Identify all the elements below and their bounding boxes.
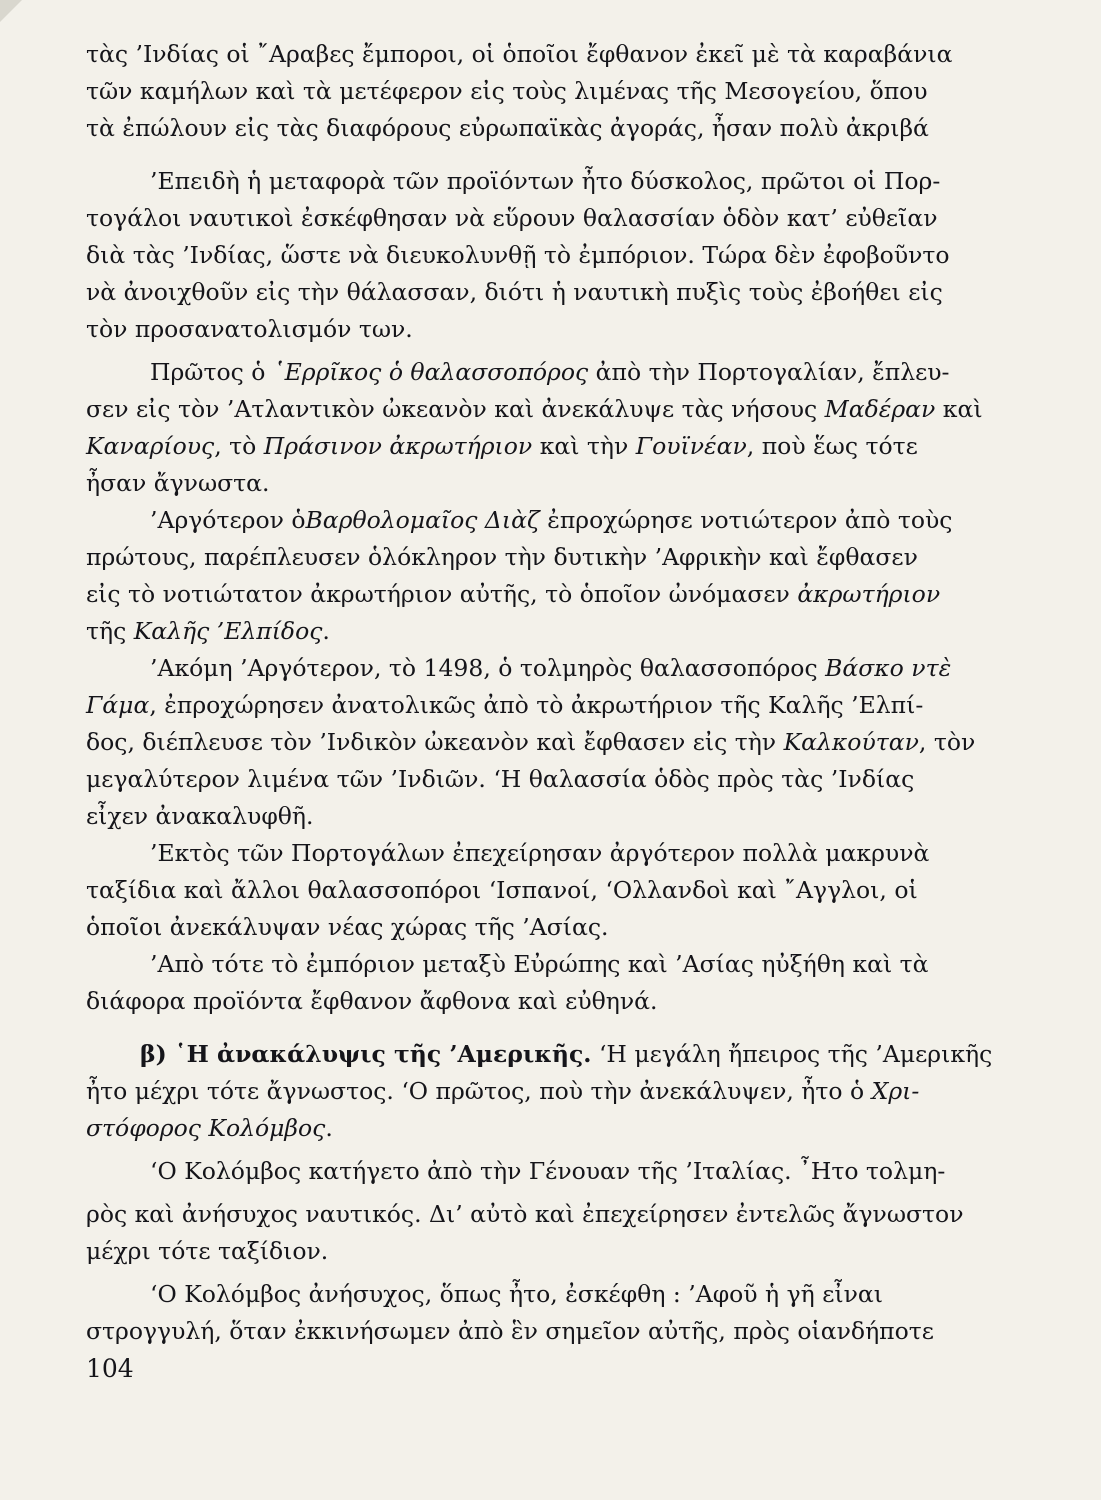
italic-term: Πράσινον ἀκρωτήριον xyxy=(263,432,533,460)
text-line xyxy=(86,1153,1046,1190)
text-line xyxy=(86,576,1046,613)
text-line xyxy=(86,1233,1046,1270)
page-number: 104 xyxy=(86,1354,134,1383)
italic-term: Γουϊνέαν xyxy=(635,432,747,460)
text-segment: τῆς xyxy=(86,617,134,645)
text-segment: ’Εκτὸς τῶν Πορτογάλων ἐπεχείρησαν ἀργότερον πολλὰ μακρυνὰ xyxy=(150,839,930,867)
paragraph-2 xyxy=(86,163,1046,348)
text-segment: μεγαλύτερον λιμένα τῶν ’Ινδιῶν. ‘Η θαλασσία ὁδὸς πρὸς τὰς ’Ινδίας xyxy=(86,765,915,793)
text-line xyxy=(86,650,1046,687)
text-line xyxy=(86,200,1046,237)
text-segment: ’Επειδὴ ἡ μεταφορὰ τῶν προϊόντων ἦτο δύσκολος, πρῶτοι οἱ Πορ- xyxy=(150,167,941,195)
text-segment: εἰς τὸ νοτιώτατον ἀκρωτήριον αὐτῆς, τὸ ὁποῖον ὠνόμασεν xyxy=(86,580,798,608)
page-text xyxy=(86,36,1046,1387)
paragraph-6 xyxy=(86,835,1046,946)
text-segment: ταξίδια καὶ ἄλλοι θαλασσοπόροι ‘Ισπανοί, ‘Ολλανδοὶ καὶ ῎Αγγλοι, οἱ xyxy=(86,876,918,904)
text-line xyxy=(86,1313,1046,1350)
paragraph-1 xyxy=(86,36,1046,147)
text-line xyxy=(86,110,1046,147)
text-segment: τῶν καμήλων καὶ τὰ μετέφερον εἰς τοὺς λιμένας τῆς Μεσογείου, ὅπου xyxy=(86,77,928,105)
text-segment: εἶχεν ἀνακαλυφθῆ. xyxy=(86,802,314,830)
paragraph-3 xyxy=(86,354,1046,502)
italic-term: ἀκρωτήριον xyxy=(797,580,941,608)
text-segment: ἦσαν ἄγνωστα. xyxy=(86,469,270,497)
text-segment: , ποὺ ἕως τότε xyxy=(746,432,918,460)
text-segment: ’Ακόμη ’Αργότερον, τὸ 1498, ὁ τολμηρὸς θαλασσοπόρος xyxy=(150,654,826,682)
italic-term: Βάσκο ντὲ xyxy=(825,654,952,682)
text-segment: τὰς ’Ινδίας οἱ ῎Αραβες ἔμποροι, οἱ ὁποῖοι ἔφθανον ἐκεῖ μὲ τὰ καραβάνια xyxy=(86,40,953,68)
text-segment: ‘Ο Κολόμβος κατήγετο ἀπὸ τὴν Γένουαν τῆς ’Ιταλίας. ῏Ητο τολμη- xyxy=(150,1157,946,1185)
text-segment: τὰ ἐπώλουν εἰς τὰς διαφόρους εὐρωπαϊκὰς ἀγοράς, ἦσαν πολὺ ἀκριβά xyxy=(86,114,929,142)
text-line xyxy=(86,724,1046,761)
text-segment: τογάλοι ναυτικοὶ ἐσκέφθησαν νὰ εὕρουν θαλασσίαν ὁδὸν κατ’ εὐθεῖαν xyxy=(86,204,938,232)
text-line xyxy=(86,1276,1046,1313)
text-line xyxy=(86,1036,1046,1073)
italic-term: Καλῆς ’Ελπίδος xyxy=(133,617,323,645)
text-line xyxy=(86,761,1046,798)
text-line xyxy=(86,1110,1046,1147)
text-segment: στρογγυλή, ὅταν ἐκκινήσωμεν ἀπὸ ἓν σημεῖον αὐτῆς, πρὸς οἱανδήποτε xyxy=(86,1317,934,1345)
text-segment: καὶ τὴν xyxy=(532,432,636,460)
text-segment: , τὸν xyxy=(918,728,976,756)
text-segment: ’Απὸ τότε τὸ ἐμπόριον μεταξὺ Εὐρώπης καὶ ’Ασίας ηὐξήθη καὶ τὰ xyxy=(150,950,929,978)
paragraph-10 xyxy=(86,1276,1046,1350)
paragraph-5 xyxy=(86,650,1046,835)
text-line xyxy=(86,539,1046,576)
text-line xyxy=(86,872,1046,909)
paragraph-9 xyxy=(86,1153,1046,1270)
italic-term: Καναρίους xyxy=(86,432,215,460)
text-segment: ’Αργότερον ὁ xyxy=(150,506,306,534)
text-segment: ὁποῖοι ἀνεκάλυψαν νέας χώρας τῆς ’Ασίας. xyxy=(86,913,609,941)
text-line xyxy=(86,391,1046,428)
text-segment: διὰ τὰς ’Ινδίας, ὥστε νὰ διευκολυνθῇ τὸ ἐμπόριον. Τώρα δὲν ἐφοβοῦντο xyxy=(86,241,950,269)
text-line xyxy=(86,1073,1046,1110)
text-segment: νὰ ἀνοιχθοῦν εἰς τὴν θάλασσαν, διότι ἡ ναυτικὴ πυξὶς τοὺς ἐβοήθει εἰς xyxy=(86,278,943,306)
text-segment: ἐπροχώρησε νοτιώτερον ἀπὸ τοὺς xyxy=(539,506,953,534)
italic-term: στόφορος Κολόμβος xyxy=(86,1114,326,1142)
text-line xyxy=(86,274,1046,311)
text-segment: ρὸς καὶ ἀνήσυχος ναυτικός. Δι’ αὐτὸ καὶ ἐπεχείρησεν ἐντελῶς ἄγνωστον xyxy=(86,1200,964,1228)
text-line xyxy=(86,835,1046,872)
text-segment: σεν εἰς τὸν ’Ατλαντικὸν ὠκεανὸν καὶ ἀνεκάλυψε τὰς νήσους xyxy=(86,395,825,423)
text-segment: ἦτο μέχρι τότε ἄγνωστος. ‘Ο πρῶτος, ποὺ τὴν ἀνεκάλυψεν, ἦτο ὁ xyxy=(86,1077,872,1105)
text-line xyxy=(86,428,1046,465)
text-segment: πρώτους, παρέπλευσεν ὁλόκληρον τὴν δυτικὴν ’Αφρικὴν καὶ ἔφθασεν xyxy=(86,543,918,571)
paragraph-4 xyxy=(86,502,1046,650)
page-corner xyxy=(0,0,22,22)
text-line xyxy=(86,983,1046,1020)
text-line xyxy=(86,613,1046,650)
text-line xyxy=(86,311,1046,348)
text-line xyxy=(86,1196,1046,1233)
text-line xyxy=(86,163,1046,200)
text-line xyxy=(86,73,1046,110)
text-segment: καὶ xyxy=(935,395,983,423)
text-line xyxy=(86,354,1046,391)
italic-term: Γάμα xyxy=(86,691,150,719)
text-segment: . xyxy=(325,1114,333,1142)
text-line xyxy=(86,237,1046,274)
section-heading: β) ῾Η ἀνακάλυψις τῆς ’Αμερικῆς. xyxy=(140,1040,592,1068)
text-segment: . xyxy=(322,617,330,645)
text-line xyxy=(86,687,1046,724)
text-line xyxy=(86,798,1046,835)
italic-term: ῾Ερρῖκος ὁ θαλασσοπόρος xyxy=(272,358,589,386)
paragraph-7 xyxy=(86,946,1046,1020)
text-segment: ‘Ο Κολόμβος ἀνήσυχος, ὅπως ἦτο, ἐσκέφθη : ’Αφοῦ ἡ γῆ εἶναι xyxy=(150,1280,883,1308)
text-line xyxy=(86,36,1046,73)
text-segment: δος, διέπλευσε τὸν ’Ινδικὸν ὠκεανὸν καὶ ἔφθασεν εἰς τὴν xyxy=(86,728,784,756)
text-segment: μέχρι τότε ταξίδιον. xyxy=(86,1237,329,1265)
italic-term: Χρι- xyxy=(871,1077,920,1105)
italic-term: Βαρθολομαῖος Διὰζ xyxy=(305,506,540,534)
text-segment: τὸν προσανατολισμόν των. xyxy=(86,315,413,343)
text-line xyxy=(86,909,1046,946)
italic-term: Καλκούταν xyxy=(783,728,919,756)
section-heading-paragraph xyxy=(86,1036,1046,1147)
text-line xyxy=(86,946,1046,983)
text-line xyxy=(86,465,1046,502)
text-segment: ‘Η μεγάλη ἤπειρος τῆς ’Αμερικῆς xyxy=(591,1040,993,1068)
text-segment: , τὸ xyxy=(214,432,264,460)
text-segment: ἀπὸ τὴν Πορτογαλίαν, ἔπλευ- xyxy=(588,358,950,386)
italic-term: Μαδέραν xyxy=(824,395,936,423)
text-segment: Πρῶτος ὁ xyxy=(150,358,273,386)
text-segment: , ἐπροχώρησεν ἀνατολικῶς ἀπὸ τὸ ἀκρωτήριον τῆς Καλῆς ’Ελπί- xyxy=(149,691,924,719)
text-line xyxy=(86,502,1046,539)
text-segment: διάφορα προϊόντα ἔφθανον ἄφθονα καὶ εὐθηνά. xyxy=(86,987,658,1015)
